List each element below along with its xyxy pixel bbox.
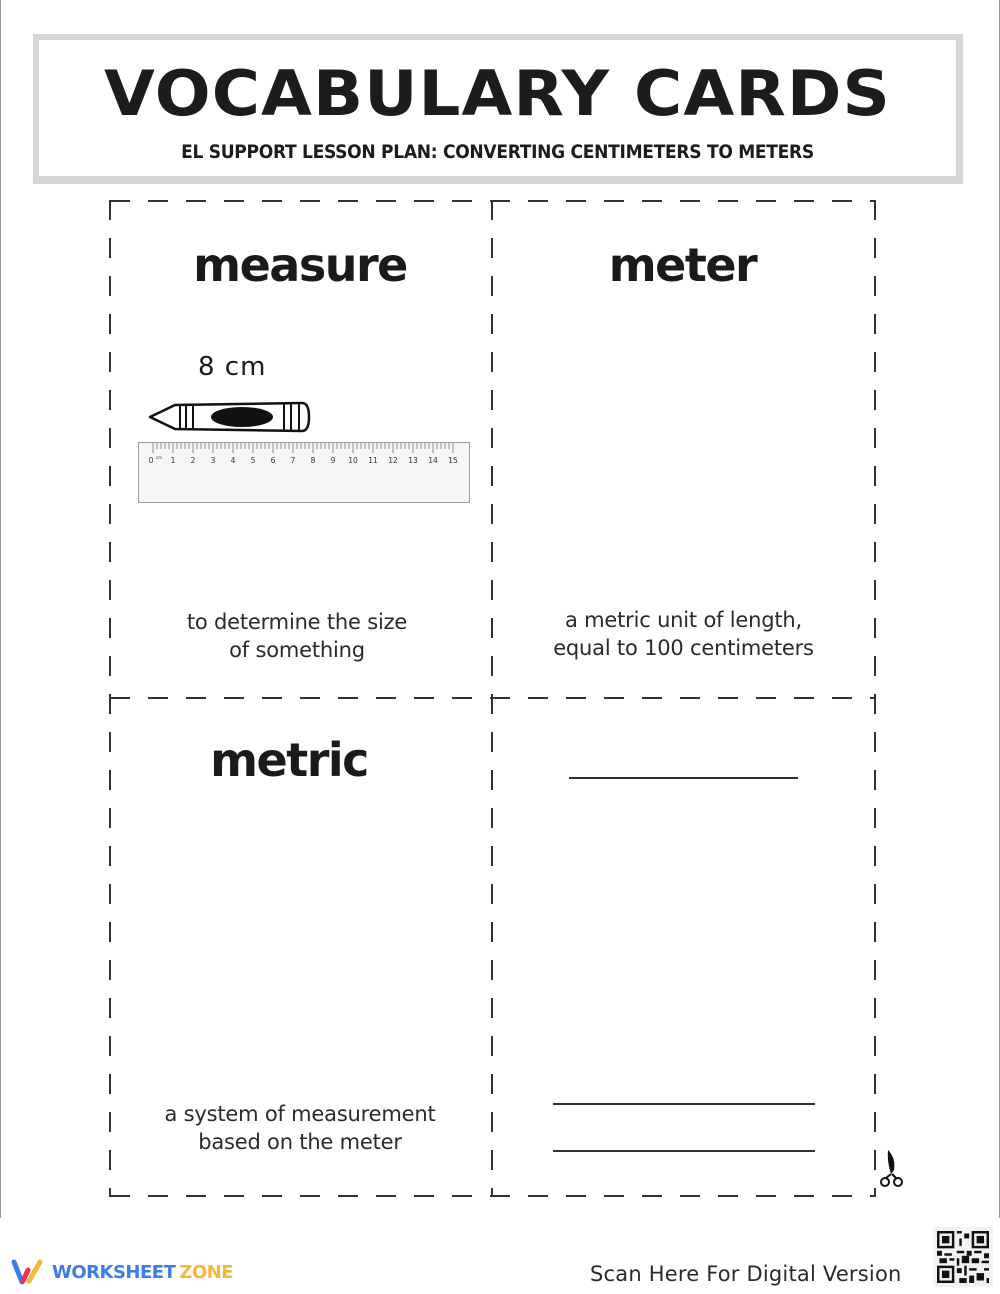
crayon-icon — [147, 398, 311, 436]
card-definition-line-1: a system of measurement — [164, 1102, 436, 1126]
svg-text:6: 6 — [270, 456, 276, 465]
scissors-icon — [878, 1148, 904, 1190]
vocab-card-metric — [110, 697, 492, 1195]
worksheetzone-logo-icon — [10, 1258, 46, 1286]
svg-text:9: 9 — [330, 456, 336, 465]
brand-name-part-2: ZONE — [179, 1261, 234, 1283]
svg-text:11: 11 — [368, 456, 378, 465]
card-definition-line-1: a metric unit of length, — [565, 608, 802, 632]
vocab-card-meter — [492, 200, 875, 697]
svg-text:4: 4 — [230, 456, 236, 465]
card-definition-line-2: equal to 100 centimeters — [553, 636, 814, 660]
svg-text:8: 8 — [310, 456, 316, 465]
brand-logo[interactable] — [10, 1258, 233, 1286]
svg-text:14: 14 — [428, 456, 438, 465]
svg-text:cm: cm — [155, 455, 163, 460]
header-box — [33, 34, 963, 184]
svg-text:5: 5 — [250, 456, 256, 465]
svg-text:15: 15 — [448, 456, 458, 465]
svg-text:0: 0 — [148, 456, 154, 465]
card-term: meter — [608, 238, 757, 292]
qr-code[interactable] — [933, 1227, 993, 1287]
scan-instruction: Scan Here For Digital Version — [590, 1262, 902, 1286]
card-term: measure — [193, 238, 407, 292]
svg-text:12: 12 — [388, 456, 398, 465]
definition-blank-line-2[interactable] — [553, 1150, 815, 1152]
term-blank-line[interactable] — [569, 777, 798, 779]
definition-blank-line-1[interactable] — [553, 1103, 815, 1105]
vocab-card-blank — [492, 697, 875, 1195]
page-border-left — [0, 0, 1, 1218]
svg-text:7: 7 — [290, 456, 296, 465]
svg-text:2: 2 — [190, 456, 196, 465]
measurement-label: 8 cm — [198, 352, 267, 382]
svg-text:13: 13 — [408, 456, 418, 465]
card-definition-line-2: of something — [229, 638, 365, 662]
svg-text:10: 10 — [348, 456, 358, 465]
ruler-icon — [138, 442, 470, 503]
page-subtitle: EL SUPPORT LESSON PLAN: CONVERTING CENTIMETERS TO METERS — [181, 141, 814, 163]
svg-text:3: 3 — [210, 456, 216, 465]
brand-name-part-1: WORKSHEET — [52, 1261, 176, 1283]
card-definition-line-1: to determine the size — [186, 610, 408, 634]
svg-text:1: 1 — [170, 456, 176, 465]
card-definition-line-2: based on the meter — [198, 1130, 402, 1154]
qr-code-icon — [937, 1231, 989, 1283]
card-term: metric — [210, 733, 368, 787]
cut-line-bottom — [110, 1195, 876, 1197]
page-title: VOCABULARY CARDS — [104, 57, 891, 130]
